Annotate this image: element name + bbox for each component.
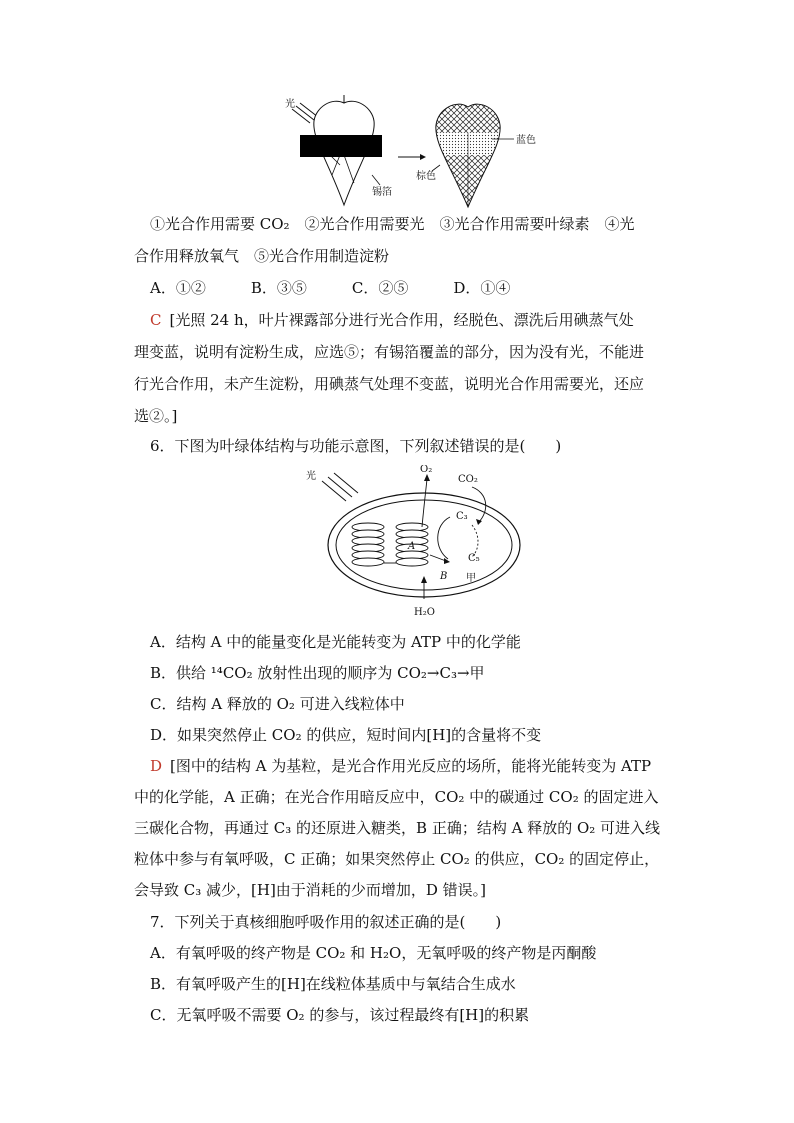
- tin-foil-band: [300, 135, 382, 157]
- foil-label: 锡箔: [372, 187, 392, 198]
- label-H2O: H₂O: [414, 607, 435, 618]
- q5-options: A．①② B．③⑤ C．②⑤ D．①④: [150, 279, 511, 297]
- q6-explanation-line5: 会导致 C₃ 减少，[H]由于消耗的少而增加，D 错误。]: [134, 881, 486, 899]
- q7-option-C: C．无氧呼吸不需要 O₂ 的参与，该过程最终有[H]的积累: [150, 1006, 530, 1024]
- label-jia: 甲: [466, 573, 476, 584]
- label-O2: O₂: [420, 465, 433, 475]
- brown-label: 棕色: [416, 171, 436, 182]
- grana-stack-left: [352, 523, 384, 566]
- q6-explanation-line3: 三碳化合物，再通过 C₃ 的还原进入糖类，B 正确；结构 A 释放的 O₂ 可进入线: [134, 819, 661, 837]
- q5-statement-line2: 合作用释放氧气 ⑤光合作用制造淀粉: [134, 247, 390, 265]
- q6-option-C: C．结构 A 释放的 O₂ 可进入线粒体中: [150, 695, 405, 713]
- q5-explanation-line4: 选②。]: [134, 407, 178, 425]
- label-A: A: [408, 541, 416, 552]
- q5-answer: C: [150, 311, 162, 329]
- blue-label: 蓝色: [516, 135, 536, 146]
- leaf-experiment-figure: [280, 95, 550, 210]
- q5-statement-line1: ①光合作用需要 CO₂ ②光合作用需要光 ③光合作用需要叶绿素 ④光: [150, 215, 635, 233]
- q6-explanation-line1: [150, 756, 651, 776]
- label-C3: C₃: [456, 511, 468, 522]
- q6-explanation-text: [图中的结构 A 为基粒，是光合作用光反应的场所，能将光能转变为 ATP: [170, 757, 652, 775]
- q6-explanation-line4: 粒体中参与有氧呼吸，C 正确；如果突然停止 CO₂ 的供应，CO₂ 的固定停止，: [134, 850, 660, 868]
- q5-explanation-line2: 理变蓝，说明有淀粉生成，应选⑤；有锡箔覆盖的部分，因为没有光，不能进: [134, 343, 645, 361]
- q7-option-A: A．有氧呼吸的终产物是 CO₂ 和 H₂O，无氧呼吸的终产物是丙酮酸: [150, 944, 597, 962]
- label-CO2: CO₂: [458, 474, 478, 485]
- label-B: B: [440, 571, 448, 582]
- q7-stem: 7．下列关于真核细胞呼吸作用的叙述正确的是( ): [150, 913, 502, 931]
- q6-stem: 6．下图为叶绿体结构与功能示意图，下列叙述错误的是( ): [150, 437, 562, 455]
- q5-explanation-line1: [150, 310, 634, 330]
- q7-option-B: B．有氧呼吸产生的[H]在线粒体基质中与氧结合生成水: [150, 975, 516, 993]
- chloroplast-light-label: 光: [306, 471, 316, 482]
- q6-explanation-line2: 中的化学能，A 正确；在光合作用暗反应中，CO₂ 中的碳通过 CO₂ 的固定进入: [134, 788, 659, 806]
- light-arrows-icon: [322, 473, 358, 501]
- label-C5: C₅: [468, 553, 480, 564]
- q5-explanation-text: [光照 24 h，叶片裸露部分进行光合作用，经脱色、漂洗后用碘蒸气处: [169, 311, 634, 329]
- q5-explanation-line3: 行光合作用，未产生淀粉，用碘蒸气处理不变蓝，说明光合作用需要光，还应: [134, 375, 645, 393]
- chloroplast-figure: [300, 465, 540, 620]
- q6-option-B: B．供给 ¹⁴CO₂ 放射性出现的顺序为 CO₂→C₃→甲: [150, 664, 485, 682]
- q6-answer: D: [150, 757, 163, 775]
- q6-option-D: D．如果突然停止 CO₂ 的供应，短时间内[H]的含量将不变: [150, 726, 542, 744]
- light-label: 光: [285, 99, 295, 110]
- q6-option-A: A．结构 A 中的能量变化是光能转变为 ATP 中的化学能: [150, 633, 521, 651]
